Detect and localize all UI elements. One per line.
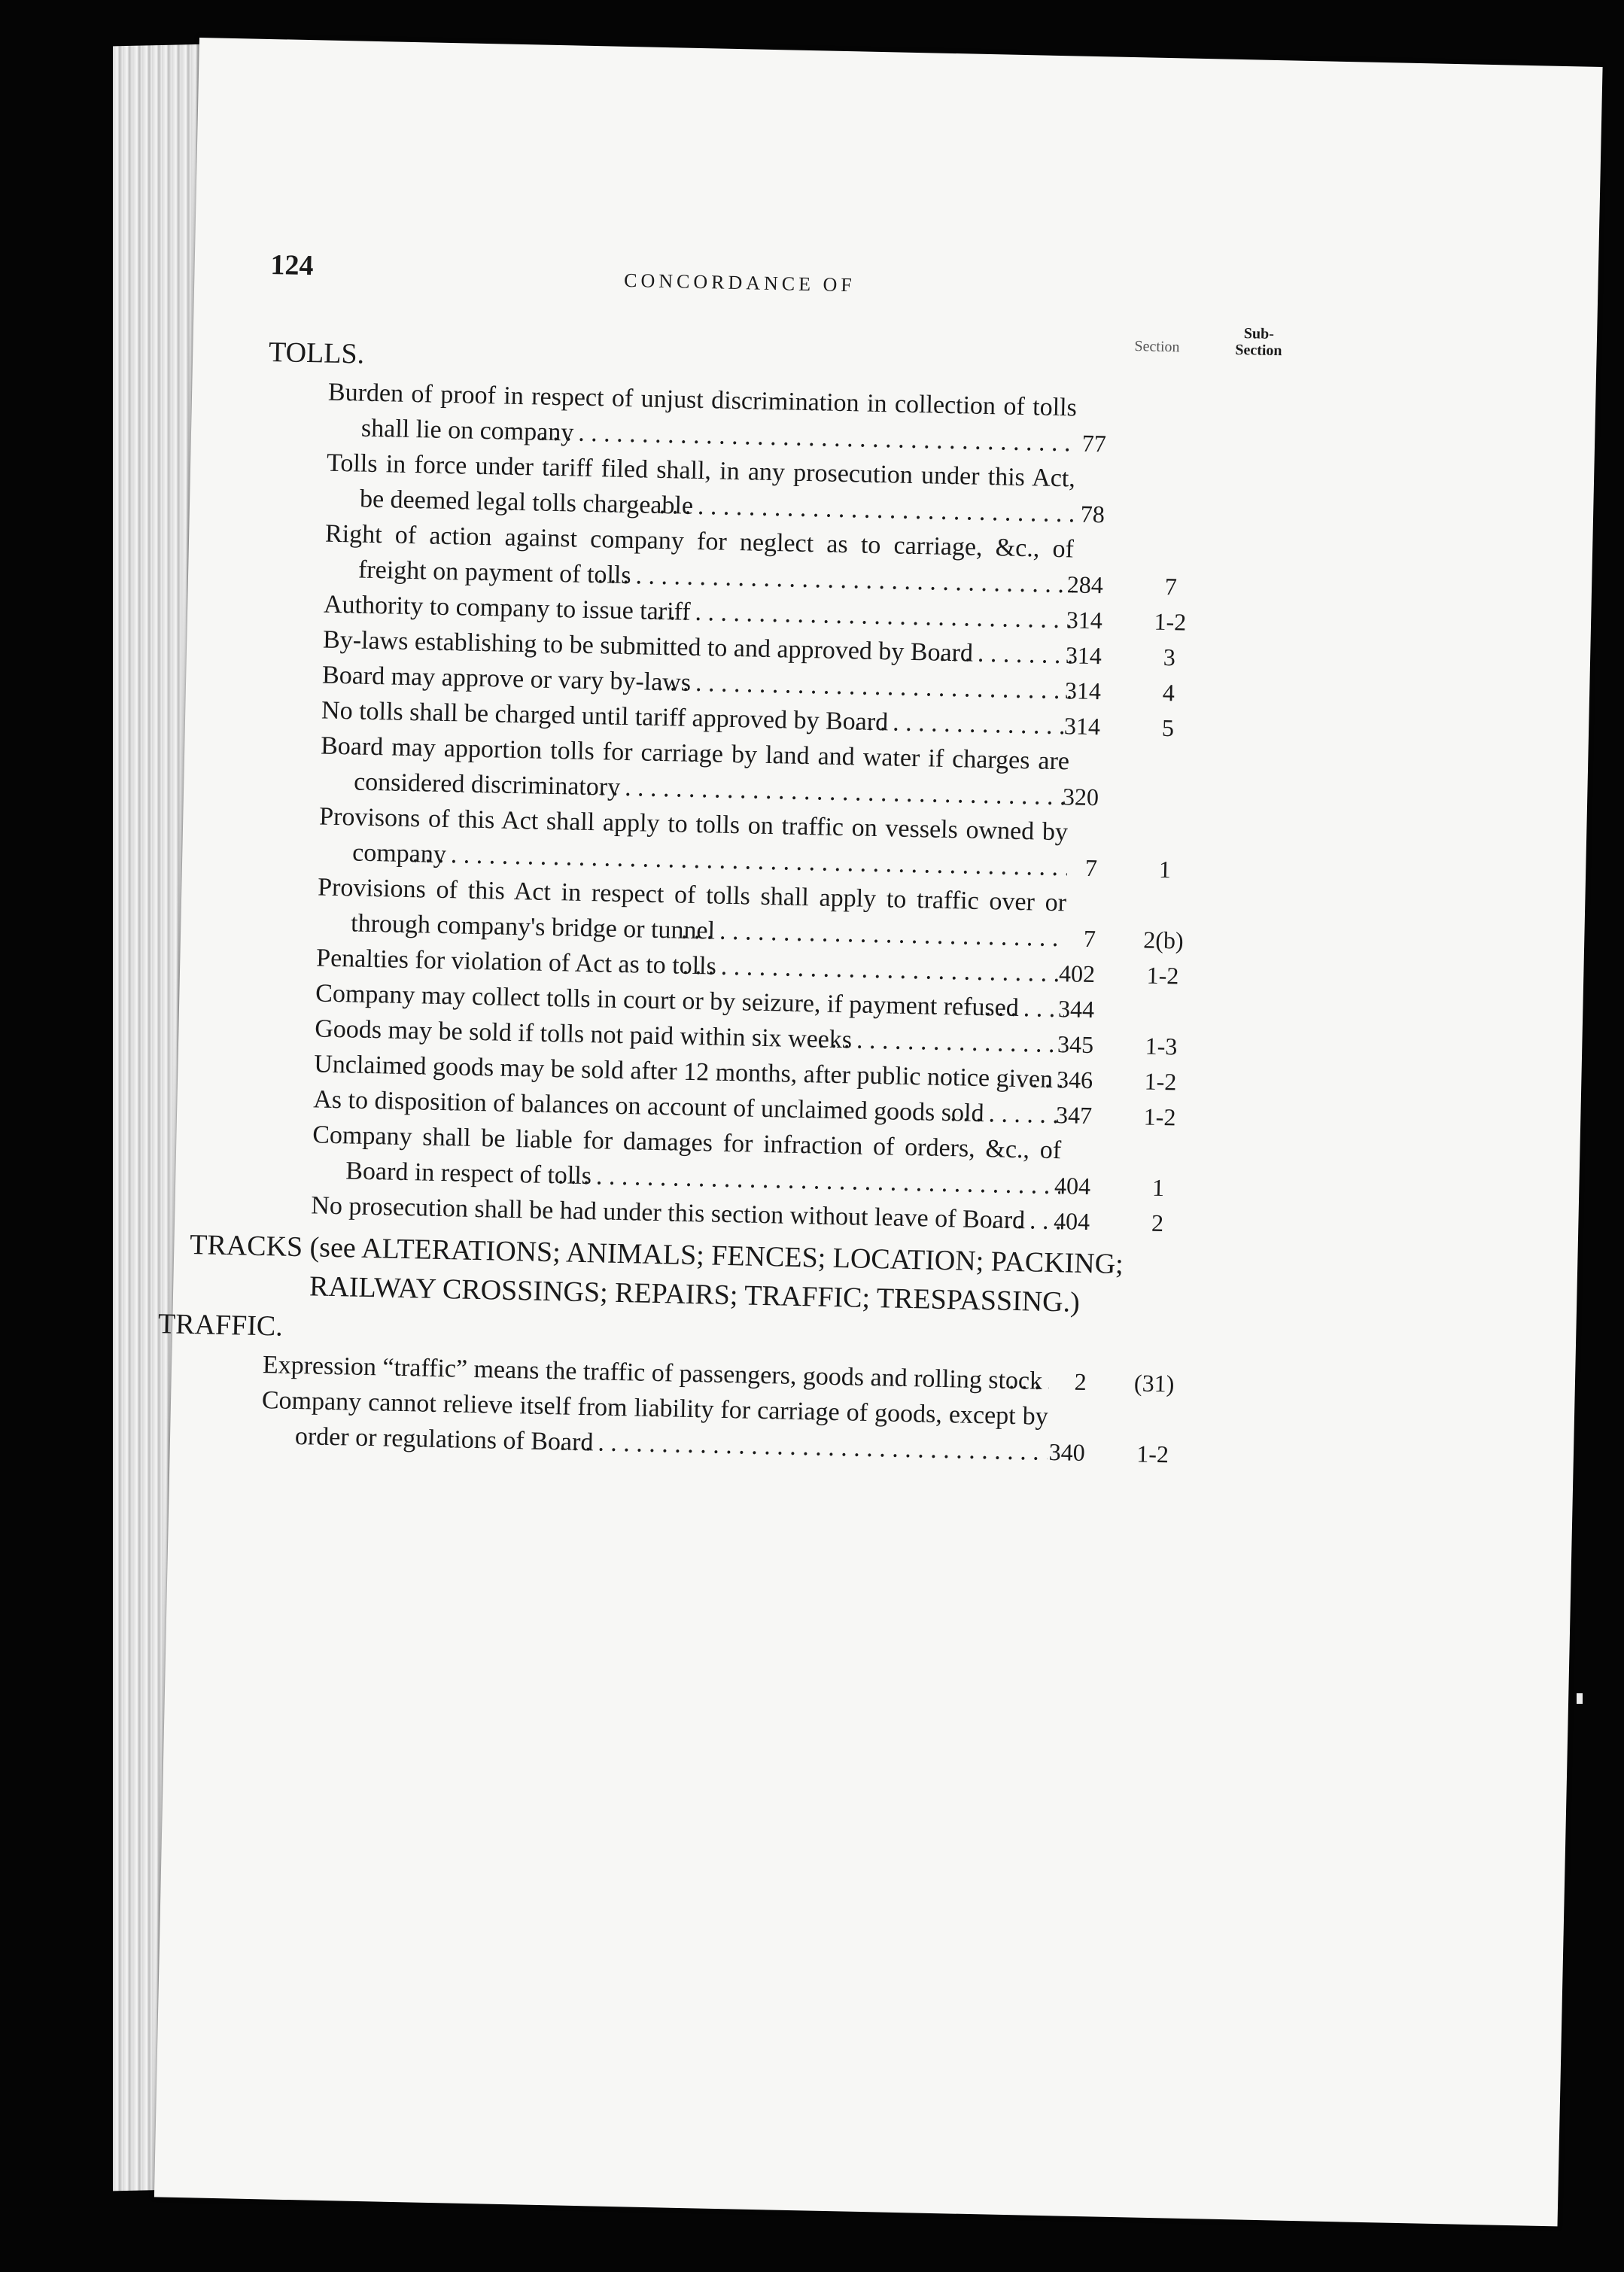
traffic-entry-list: [245, 1347, 1271, 1474]
entry-section-number: 340: [1048, 1438, 1086, 1467]
entry-text: Provisons of this Act shall apply to tolls on traffic on vessels owned by company . . .: [258, 798, 1069, 885]
entry-text: No tolls shall be charged until tariff approved by Board . . .: [261, 692, 1071, 744]
entry-section-number: 404: [1054, 1172, 1091, 1200]
entry-section-number: 314: [1063, 712, 1101, 741]
entry-section-number: 284: [1066, 570, 1104, 599]
entry-subsection-number: 1-3: [1145, 1032, 1178, 1060]
subsection-column-header: Sub- Section: [1235, 325, 1282, 360]
entry-text: Board may approve or vary by-laws . . .: [262, 656, 1072, 709]
entry-subsection-number: 2: [1151, 1209, 1164, 1237]
entry-section-number: 402: [1058, 960, 1096, 988]
page-mark: [1577, 1693, 1583, 1704]
traffic-heading: TRAFFIC.: [157, 1308, 284, 1343]
entry-section-number: 404: [1053, 1207, 1090, 1236]
entry-text: Company may collect tolls in court or by seizure, if payment refused . . .: [255, 975, 1065, 1027]
entry-subsection-number: 1-2: [1143, 1103, 1176, 1131]
entry-text: As to disposition of balances on account of unclaimed goods sold . . .: [253, 1081, 1063, 1133]
entry-section-number: 7: [1083, 924, 1096, 953]
tracks-cross-reference: TRACKS (see ALTERATIONS; ANIMALS; FENCES; LOCATION; PACKING; RAILWAY CROSSINGS; REPAIRS; TRAFFIC; TRESPASSING.): [189, 1229, 1124, 1318]
entry-subsection-number: 4: [1162, 678, 1175, 707]
entry-text: Company cannot relieve itself from liability for carriage of goods, except by order or regulations of Board . . .: [200, 1381, 1048, 1470]
entry-text: Goods may be sold if tolls not paid within six weeks . . .: [254, 1010, 1064, 1063]
entry-subsection-number: 5: [1161, 713, 1175, 742]
entry-text: Unclaimed goods may be sold after 12 months, after public notice given . . .: [254, 1045, 1063, 1098]
running-head: CONCORDANCE OF: [623, 269, 856, 297]
entry-section-number: 314: [1064, 677, 1102, 705]
entry-section-number: 344: [1057, 995, 1095, 1023]
entry-subsection-number: 1: [1151, 1173, 1165, 1202]
entry-text: Tolls in force under tariff filed shall, in any prosecution under this Act, be deemed legal tolls chargeable . . .: [266, 444, 1076, 531]
entry-text: Penalties for violation of Act as to tolls . . .: [256, 939, 1066, 992]
entry-text: By-laws establishing to be submitted to and approved by Board . . .: [263, 621, 1072, 674]
entry-subsection-number: 1-2: [1146, 961, 1179, 990]
entry-text: Burden of proof in respect of unjust discrimination in collection of tolls shall lie on company . . .: [267, 373, 1078, 461]
entry-section-number: 77: [1081, 429, 1107, 458]
entry-section-number: 345: [1057, 1030, 1094, 1059]
entry-section-number: 346: [1056, 1066, 1093, 1094]
entry-subsection-number: 3: [1163, 643, 1176, 671]
entry-text: Authority to company to issue tariff . . .: [263, 585, 1073, 638]
entry-section-number: 320: [1062, 783, 1099, 811]
entry-subsection-number: 1: [1158, 855, 1172, 884]
entry-section-number: 7: [1084, 853, 1098, 882]
entry-text: No prosecution shall be had under this section without leave of Board . . .: [251, 1187, 1060, 1239]
entry-subsection-number: 1-2: [1154, 607, 1187, 636]
entry-subsection-number: 7: [1164, 572, 1178, 601]
entry-text: Right of action against company for neglect as to carriage, &c., of freight on payment of tolls . . .: [264, 515, 1075, 602]
index-entries: [157, 331, 1292, 1474]
entry-subsection-number: 1-2: [1144, 1067, 1177, 1096]
entry-section-number: 347: [1055, 1101, 1093, 1130]
entry-section-number: 78: [1080, 500, 1105, 528]
entry-text: Expression “traffic” means the traffic of passengers, goods and rolling stock . . .: [202, 1346, 1049, 1399]
entry-text: Company shall be liable for damages for infraction of orders, &c., of Board in respect of tolls . . .: [251, 1116, 1062, 1203]
entry-text: Board may apportion tolls for carriage by land and water if charges are considered discriminatory . . .: [260, 727, 1070, 814]
entry-text: Provisions of this Act in respect of tolls shall apply to traffic over or through company's bridge or tunnel . . .: [257, 868, 1067, 956]
entry-subsection-number: (31): [1133, 1369, 1175, 1398]
entry-subsection-number: 1-2: [1136, 1440, 1169, 1468]
section-column-header: Section: [1134, 338, 1180, 356]
entry-section-number: 2: [1074, 1367, 1087, 1396]
entry-section-number: 314: [1065, 641, 1102, 670]
entry-section-number: 314: [1066, 606, 1103, 634]
tolls-entry-list: [251, 373, 1291, 1243]
page-number: 124: [270, 248, 314, 282]
entry-subsection-number: 2(b): [1142, 926, 1185, 954]
tolls-heading: TOLLS.: [268, 336, 365, 370]
